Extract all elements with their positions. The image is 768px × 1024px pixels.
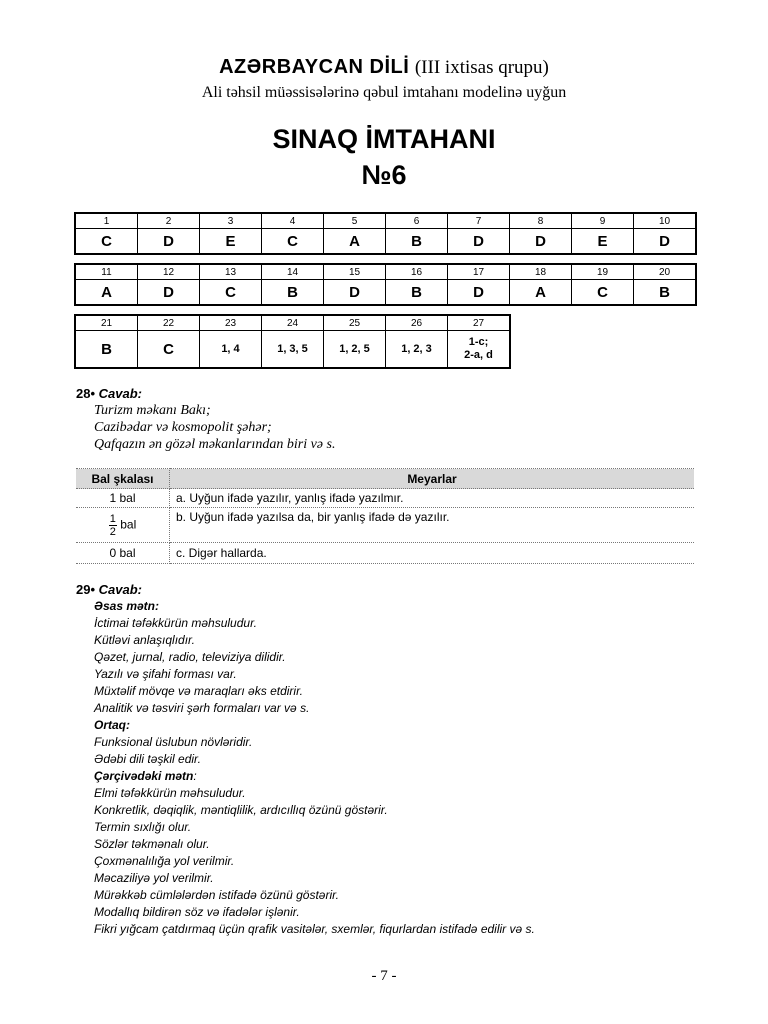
question-number: 16 xyxy=(386,264,448,280)
answer-value: B xyxy=(262,280,324,306)
question-number: 13 xyxy=(200,264,262,280)
answer-key-table-3 xyxy=(74,314,511,369)
answer-value: C xyxy=(138,331,200,369)
answer-value: A xyxy=(324,229,386,255)
question-number: 4 xyxy=(262,213,324,229)
question-number: 10 xyxy=(634,213,697,229)
answer-value: E xyxy=(200,229,262,255)
answer-value: D xyxy=(510,229,572,255)
answer-value: B xyxy=(75,331,138,369)
answer-value: C xyxy=(75,229,138,255)
q28-score-table xyxy=(76,468,694,564)
criteria-col-header: Meyarlar xyxy=(170,469,695,489)
question-number: 1 xyxy=(75,213,138,229)
answer-value: 1, 4 xyxy=(200,331,262,369)
q28-line: Turizm məkanı Bakı; xyxy=(94,403,211,418)
q28-line: Qafqazın ən gözəl məkanlarından biri və s. xyxy=(94,437,336,452)
answer-value: D xyxy=(634,229,697,255)
question-number: 14 xyxy=(262,264,324,280)
main-line: Müxtəlif mövqe və maraqları əks etdirir. xyxy=(94,684,303,698)
frame-heading-row xyxy=(94,768,535,785)
question-number: 2 xyxy=(138,213,200,229)
exam-title: SINAQ İMTAHANI xyxy=(272,124,496,154)
answer-key-table-2 xyxy=(74,263,697,306)
question-number: 25 xyxy=(324,315,386,331)
question-number: 8 xyxy=(510,213,572,229)
q28-heading xyxy=(76,386,142,401)
answer-value: E xyxy=(572,229,634,255)
header-title xyxy=(0,56,768,79)
frame-line: Konkretlik, dəqiqlik, məntiqlilik, ardıcıllıq özünü göstərir. xyxy=(94,803,388,817)
question-number: 18 xyxy=(510,264,572,280)
q29-number: 29 xyxy=(76,582,91,597)
question-number: 21 xyxy=(75,315,138,331)
criterion-cell: c. Digər hallarda. xyxy=(170,543,695,564)
main-text-heading: Əsas mətn: xyxy=(94,599,159,613)
frame-colon: : xyxy=(193,769,197,783)
frame-line: Modallıq bildirən söz və ifadələr işlənir. xyxy=(94,905,300,919)
question-number: 11 xyxy=(75,264,138,280)
answer-value: 1, 2, 5 xyxy=(324,331,386,369)
answer-value: D xyxy=(138,229,200,255)
frame-heading: Çərçivədəki mətn xyxy=(94,769,194,783)
header-subtitle: Ali təhsil müəssisələrinə qəbul imtahanı modelinə uyğun xyxy=(201,84,567,101)
question-number: 20 xyxy=(634,264,697,280)
q29-answer-body xyxy=(94,598,535,938)
score-cell: 1 bal xyxy=(76,489,170,508)
fraction-numerator: 1 xyxy=(109,512,116,525)
common-line: Funksional üslubun növləridir. xyxy=(94,735,253,749)
q28-number: 28 xyxy=(76,386,91,401)
answer-value: B xyxy=(386,280,448,306)
main-line: Analitik və təsviri şərh formaları var və s. xyxy=(94,701,310,715)
answer-value: B xyxy=(386,229,448,255)
answer-value: D xyxy=(138,280,200,306)
answer-value: B xyxy=(634,280,697,306)
question-number: 22 xyxy=(138,315,200,331)
answer-value: C xyxy=(572,280,634,306)
bullet-dot: • xyxy=(90,386,96,401)
answer-value: C xyxy=(200,280,262,306)
answer-value: C xyxy=(262,229,324,255)
frame-line: Sözlər təkmənalı olur. xyxy=(94,837,210,851)
answer-value: 1, 2, 3 xyxy=(386,331,448,369)
question-number: 17 xyxy=(448,264,510,280)
main-line: İctimai təfəkkürün məhsuludur. xyxy=(94,616,257,630)
q29-heading xyxy=(76,582,142,597)
question-number: 5 xyxy=(324,213,386,229)
criterion-cell: a. Uyğun ifadə yazılır, yanlış ifadə yazılmır. xyxy=(170,489,695,508)
page-number: - 7 - xyxy=(371,968,397,984)
frame-line: Çoxmənalılığa yol verilmir. xyxy=(94,854,235,868)
fraction xyxy=(109,513,117,538)
question-number: 26 xyxy=(386,315,448,331)
answer-value: D xyxy=(324,280,386,306)
score-suffix: bal xyxy=(120,517,137,532)
main-line: Qəzet, jurnal, radio, televiziya dilidir. xyxy=(94,650,286,664)
answer-value: A xyxy=(510,280,572,306)
common-line: Ədəbi dili təşkil edir. xyxy=(94,752,201,766)
answer-value: D xyxy=(448,280,510,306)
frame-line: Mürəkkəb cümlələrdən istifadə özünü göstərir. xyxy=(94,888,340,902)
q28-line: Cazibədar və kosmopolit şəhər; xyxy=(94,420,272,435)
answer-value: D xyxy=(448,229,510,255)
answer-value: A xyxy=(75,280,138,306)
main-line: Kütləvi anlaşıqlıdır. xyxy=(94,633,195,647)
answer-value-27 xyxy=(448,331,511,369)
score-cell: 0 bal xyxy=(76,543,170,564)
question-number: 23 xyxy=(200,315,262,331)
frame-line: Termin sıxlığı olur. xyxy=(94,820,192,834)
question-number: 7 xyxy=(448,213,510,229)
common-heading: Ortaq: xyxy=(94,718,130,732)
answer-27-line1: 1-c; xyxy=(468,336,489,348)
question-number: 27 xyxy=(448,315,511,331)
answer-27-line2: 2-a, d xyxy=(464,349,493,361)
question-number: 6 xyxy=(386,213,448,229)
question-number: 19 xyxy=(572,264,634,280)
subject-title: AZƏRBAYCAN DİLİ xyxy=(219,56,410,78)
q28-label: Cavab: xyxy=(98,386,143,401)
exam-number: №6 xyxy=(361,160,407,190)
fraction-denominator: 2 xyxy=(109,525,116,538)
q28-answer-lines xyxy=(94,402,335,453)
score-cell-half xyxy=(76,508,170,543)
score-col-header: Bal şkalası xyxy=(76,469,170,489)
frame-line: Elmi təfəkkürün məhsuludur. xyxy=(94,786,246,800)
answer-value: 1, 3, 5 xyxy=(262,331,324,369)
group-label: (III ixtisas qrupu) xyxy=(414,57,549,78)
main-line: Yazılı və şifahi forması var. xyxy=(94,667,237,681)
question-number: 12 xyxy=(138,264,200,280)
question-number: 3 xyxy=(200,213,262,229)
question-number: 24 xyxy=(262,315,324,331)
question-number: 15 xyxy=(324,264,386,280)
criterion-cell: b. Uyğun ifadə yazılsa da, bir yanlış ifadə də yazılır. xyxy=(170,508,695,543)
question-number: 9 xyxy=(572,213,634,229)
bullet-dot: • xyxy=(90,582,96,597)
frame-line: Fikri yığcam çatdırmaq üçün qrafik vasitələr, sxemlər, fiqurlardan istifadə edilir və s. xyxy=(94,922,535,936)
q29-label: Cavab: xyxy=(98,582,143,597)
frame-line: Məcaziliyə yol verilmir. xyxy=(94,871,214,885)
answer-key-table-1 xyxy=(74,212,697,255)
